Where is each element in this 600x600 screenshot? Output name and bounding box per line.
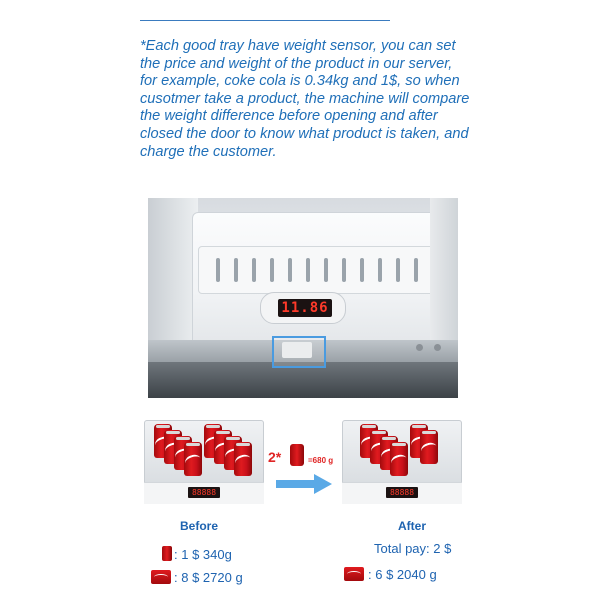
after-label: After	[398, 519, 427, 533]
removed-weight: =680 g	[308, 456, 334, 465]
after-shelf	[342, 420, 462, 502]
coke-can-icon	[290, 444, 304, 466]
before-single-price: : 1 $ 340g	[174, 547, 232, 562]
divider-line	[140, 20, 390, 21]
total-pay: Total pay: 2 $	[374, 541, 452, 556]
before-display: 88888	[188, 487, 220, 498]
before-label: Before	[180, 519, 219, 533]
can-pack-icon	[344, 567, 364, 581]
tray-photo	[148, 198, 458, 398]
arrow-right-icon	[276, 474, 332, 494]
after-display: 88888	[386, 487, 418, 498]
can-pack-icon	[151, 570, 171, 584]
before-pack-price: : 8 $ 2720 g	[174, 570, 243, 585]
weight-display-screen: 11.86	[278, 299, 332, 317]
multiplier-text: 2*	[268, 449, 282, 465]
sensor-highlight-box	[272, 336, 326, 368]
product-description: *Each good tray have weight sensor, you can set the price and weight of the product in our server, for example, coke cola is 0.34kg and 1$, so when cusotmer take a product, the machine will compare the weight difference before opening and after closed the door to know what product is taken, and charge the customer.	[140, 38, 470, 160]
single-can-icon	[162, 546, 172, 561]
before-shelf	[144, 420, 264, 502]
after-pack-price: : 6 $ 2040 g	[368, 567, 437, 582]
